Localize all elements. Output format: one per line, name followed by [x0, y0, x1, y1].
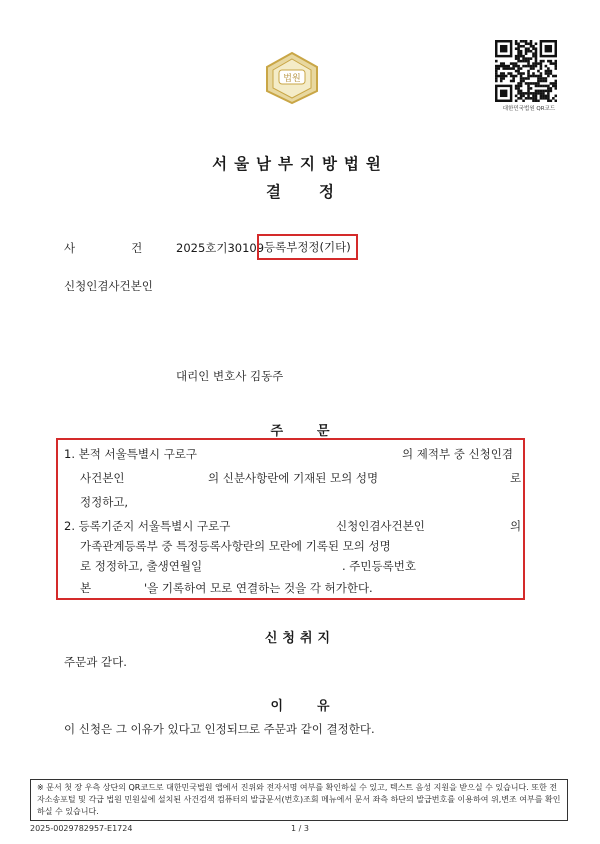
order-line-2b: 의 신분사항란에 기재된 모의 성명 [208, 471, 379, 485]
issue-number: 2025-0029782957-E1724 [30, 824, 133, 833]
order-highlight-box [56, 438, 525, 600]
document-type: 결정 [266, 183, 372, 201]
order-line-3a: 정정하고, [80, 495, 129, 509]
court-emblem-icon [262, 50, 322, 106]
qr-caption: 대한민국법원 QR코드 [502, 106, 556, 112]
case-label: 사건 [64, 241, 199, 255]
order-line-6a: 로 정정하고, 출생연월일 [80, 559, 203, 573]
order-line-5a: 가족관계등록부 중 특정등록사항란의 모란에 기록된 모의 성명 [80, 539, 391, 553]
purpose-title: 신청취지 [264, 631, 336, 646]
order-title: 주문 [270, 424, 364, 439]
notice-text: ※ 문서 첫 장 우측 상단의 QR코드로 대한민국법원 앱에서 진위와 전자서명 여부를 확인하실 수 있고, 텍스트 음성 지원을 받으실 수 있습니다. 또한 전자소송포털 및 각급 법원 민원실에 설치된 사건검색 컴퓨터의 발급문서(번호)조회 메뉴에서 문서 좌측 하단의 발급번호를 이용하여 위,변조 여부를 확인하실 수 있습니다. [37, 783, 561, 816]
page-number: 1 / 3 [291, 824, 309, 833]
order-line-6b: . 주민등록번호 [342, 559, 416, 573]
court-name: 서울남부지방법원 [212, 155, 388, 173]
case-number: 2025호기30109 [176, 241, 265, 255]
order-line-1a: 1. 본적 서울특별시 구로구 [64, 447, 198, 461]
emblem-text: 법원 [283, 74, 301, 84]
order-line-4a: 2. 등록기준지 서울특별시 구로구 [64, 519, 231, 533]
order-line-2a: 사건본인 [80, 471, 125, 485]
order-line-1b: 의 제적부 중 신청인겸 [402, 447, 513, 461]
case-type: 등록부정정(기타) [264, 240, 351, 254]
order-line-4c: 의 [510, 519, 522, 533]
purpose-text: 주문과 같다. [64, 655, 127, 669]
order-line-7b: '을 기록하여 모로 연결하는 것을 각 허가한다. [144, 581, 373, 595]
order-line-7a: 본 [80, 581, 92, 595]
order-line-4b: 신청인겸사건본인 [336, 519, 425, 533]
reason-text: 이 신청은 그 이유가 있다고 인정되므로 주문과 같이 결정한다. [64, 722, 375, 736]
agent-line: 대리인 변호사 김동주 [176, 369, 284, 383]
case-type-highlight [257, 234, 358, 260]
applicant-label: 신청인겸사건본인 [64, 279, 153, 293]
qr-code-icon [495, 40, 557, 102]
reason-title: 이유 [270, 699, 364, 714]
authenticity-notice [30, 779, 568, 821]
order-line-2c: 로 [510, 471, 522, 485]
